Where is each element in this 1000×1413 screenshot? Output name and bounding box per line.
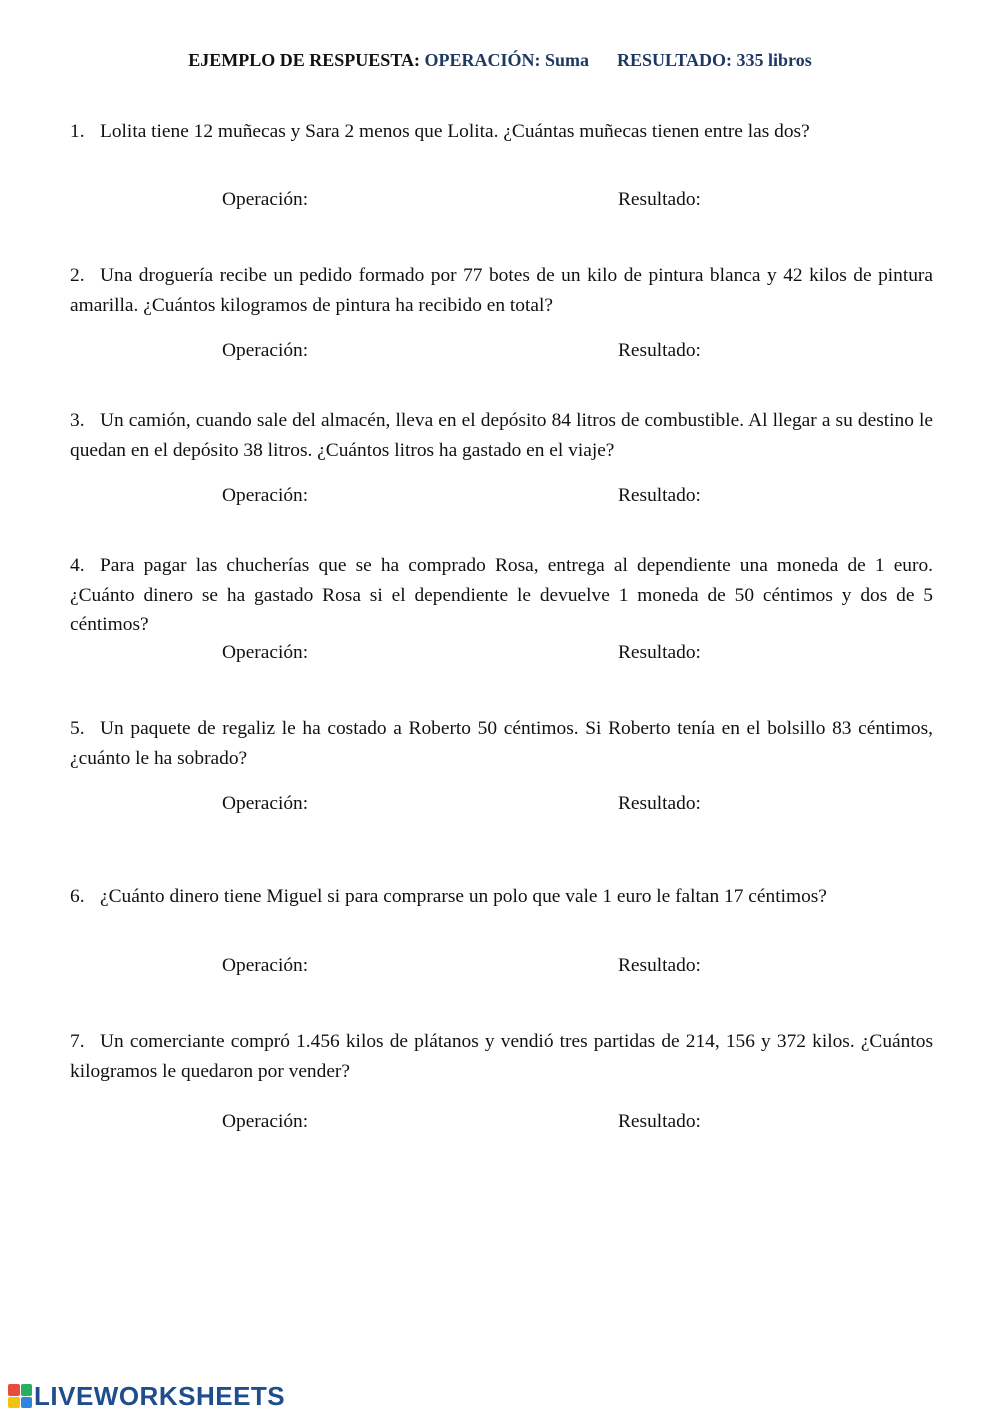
logo-tiles-icon [8,1384,32,1408]
problem-number: 5. [70,718,85,739]
logo-tile [21,1397,33,1409]
problem-5 [70,714,933,773]
problem-text: Un paquete de regaliz le ha costado a Roberto 50 céntimos. Si Roberto tenía en el bolsillo 83 céntimos, ¿cuánto le ha sobrado? [70,718,933,769]
example-label: EJEMPLO DE RESPUESTA [188,50,414,70]
result-field-2[interactable]: Resultado: [618,340,701,361]
problem-7 [70,1027,933,1086]
problem-number: 4. [70,555,85,576]
operation-field-1[interactable]: Operación: [222,189,309,210]
example-answer-header [0,50,1000,71]
logo-tile [8,1384,20,1396]
operation-field-3[interactable]: Operación: [222,485,309,506]
problem-text: Un comerciante compró 1.456 kilos de plátanos y vendió tres partidas de 214, 156 y 372 kilos. ¿Cuántos kilogramos le quedaron por vender? [70,1031,933,1082]
result-field-7[interactable]: Resultado: [618,1111,701,1132]
problem-number: 2. [70,265,85,286]
result-field-6[interactable]: Resultado: [618,955,701,976]
problem-number: 7. [70,1031,85,1052]
result-field-3[interactable]: Resultado: [618,485,701,506]
example-result: RESULTADO: 335 libros [617,50,812,70]
example-separator: : [413,50,425,70]
problem-number: 3. [70,410,85,431]
result-field-1[interactable]: Resultado: [618,189,701,210]
logo-tile [21,1384,33,1396]
problem-3 [70,406,933,465]
problem-1 [70,117,933,147]
problem-2 [70,261,933,320]
problem-text: Un camión, cuando sale del almacén, lleva en el depósito 84 litros de combustible. Al llegar a su destino le quedan en el depósito 38 litros. ¿Cuántos litros ha gastado en el viaje? [70,410,933,461]
problem-6 [70,882,933,912]
liveworksheets-logo[interactable] [8,1382,285,1410]
result-field-4[interactable]: Resultado: [618,642,701,663]
problem-number: 1. [70,121,85,142]
operation-field-5[interactable]: Operación: [222,793,309,814]
problem-4 [70,551,933,640]
logo-text: LIVEWORKSHEETS [34,1380,286,1411]
logo-tile [8,1397,20,1409]
operation-field-6[interactable]: Operación: [222,955,309,976]
operation-field-2[interactable]: Operación: [222,340,309,361]
problem-text: Para pagar las chucherías que se ha comprado Rosa, entrega al dependiente una moneda de 1 euro. ¿Cuánto dinero se ha gastado Rosa si el dependiente le devuelve 1 moneda de 50 céntimos y dos de 5 céntimos? [70,555,933,635]
problem-text: Lolita tiene 12 muñecas y Sara 2 menos que Lolita. ¿Cuántas muñecas tienen entre las dos? [100,121,810,142]
problem-number: 6. [70,886,85,907]
operation-field-4[interactable]: Operación: [222,642,309,663]
problem-text: Una droguería recibe un pedido formado por 77 botes de un kilo de pintura blanca y 42 kilos de pintura amarilla. ¿Cuántos kilogramos de pintura ha recibido en total? [70,265,933,316]
result-field-5[interactable]: Resultado: [618,793,701,814]
operation-field-7[interactable]: Operación: [222,1111,309,1132]
problem-text: ¿Cuánto dinero tiene Miguel si para comprarse un polo que vale 1 euro le faltan 17 céntimos? [100,886,827,907]
example-operation: OPERACIÓN: Suma [424,50,589,70]
